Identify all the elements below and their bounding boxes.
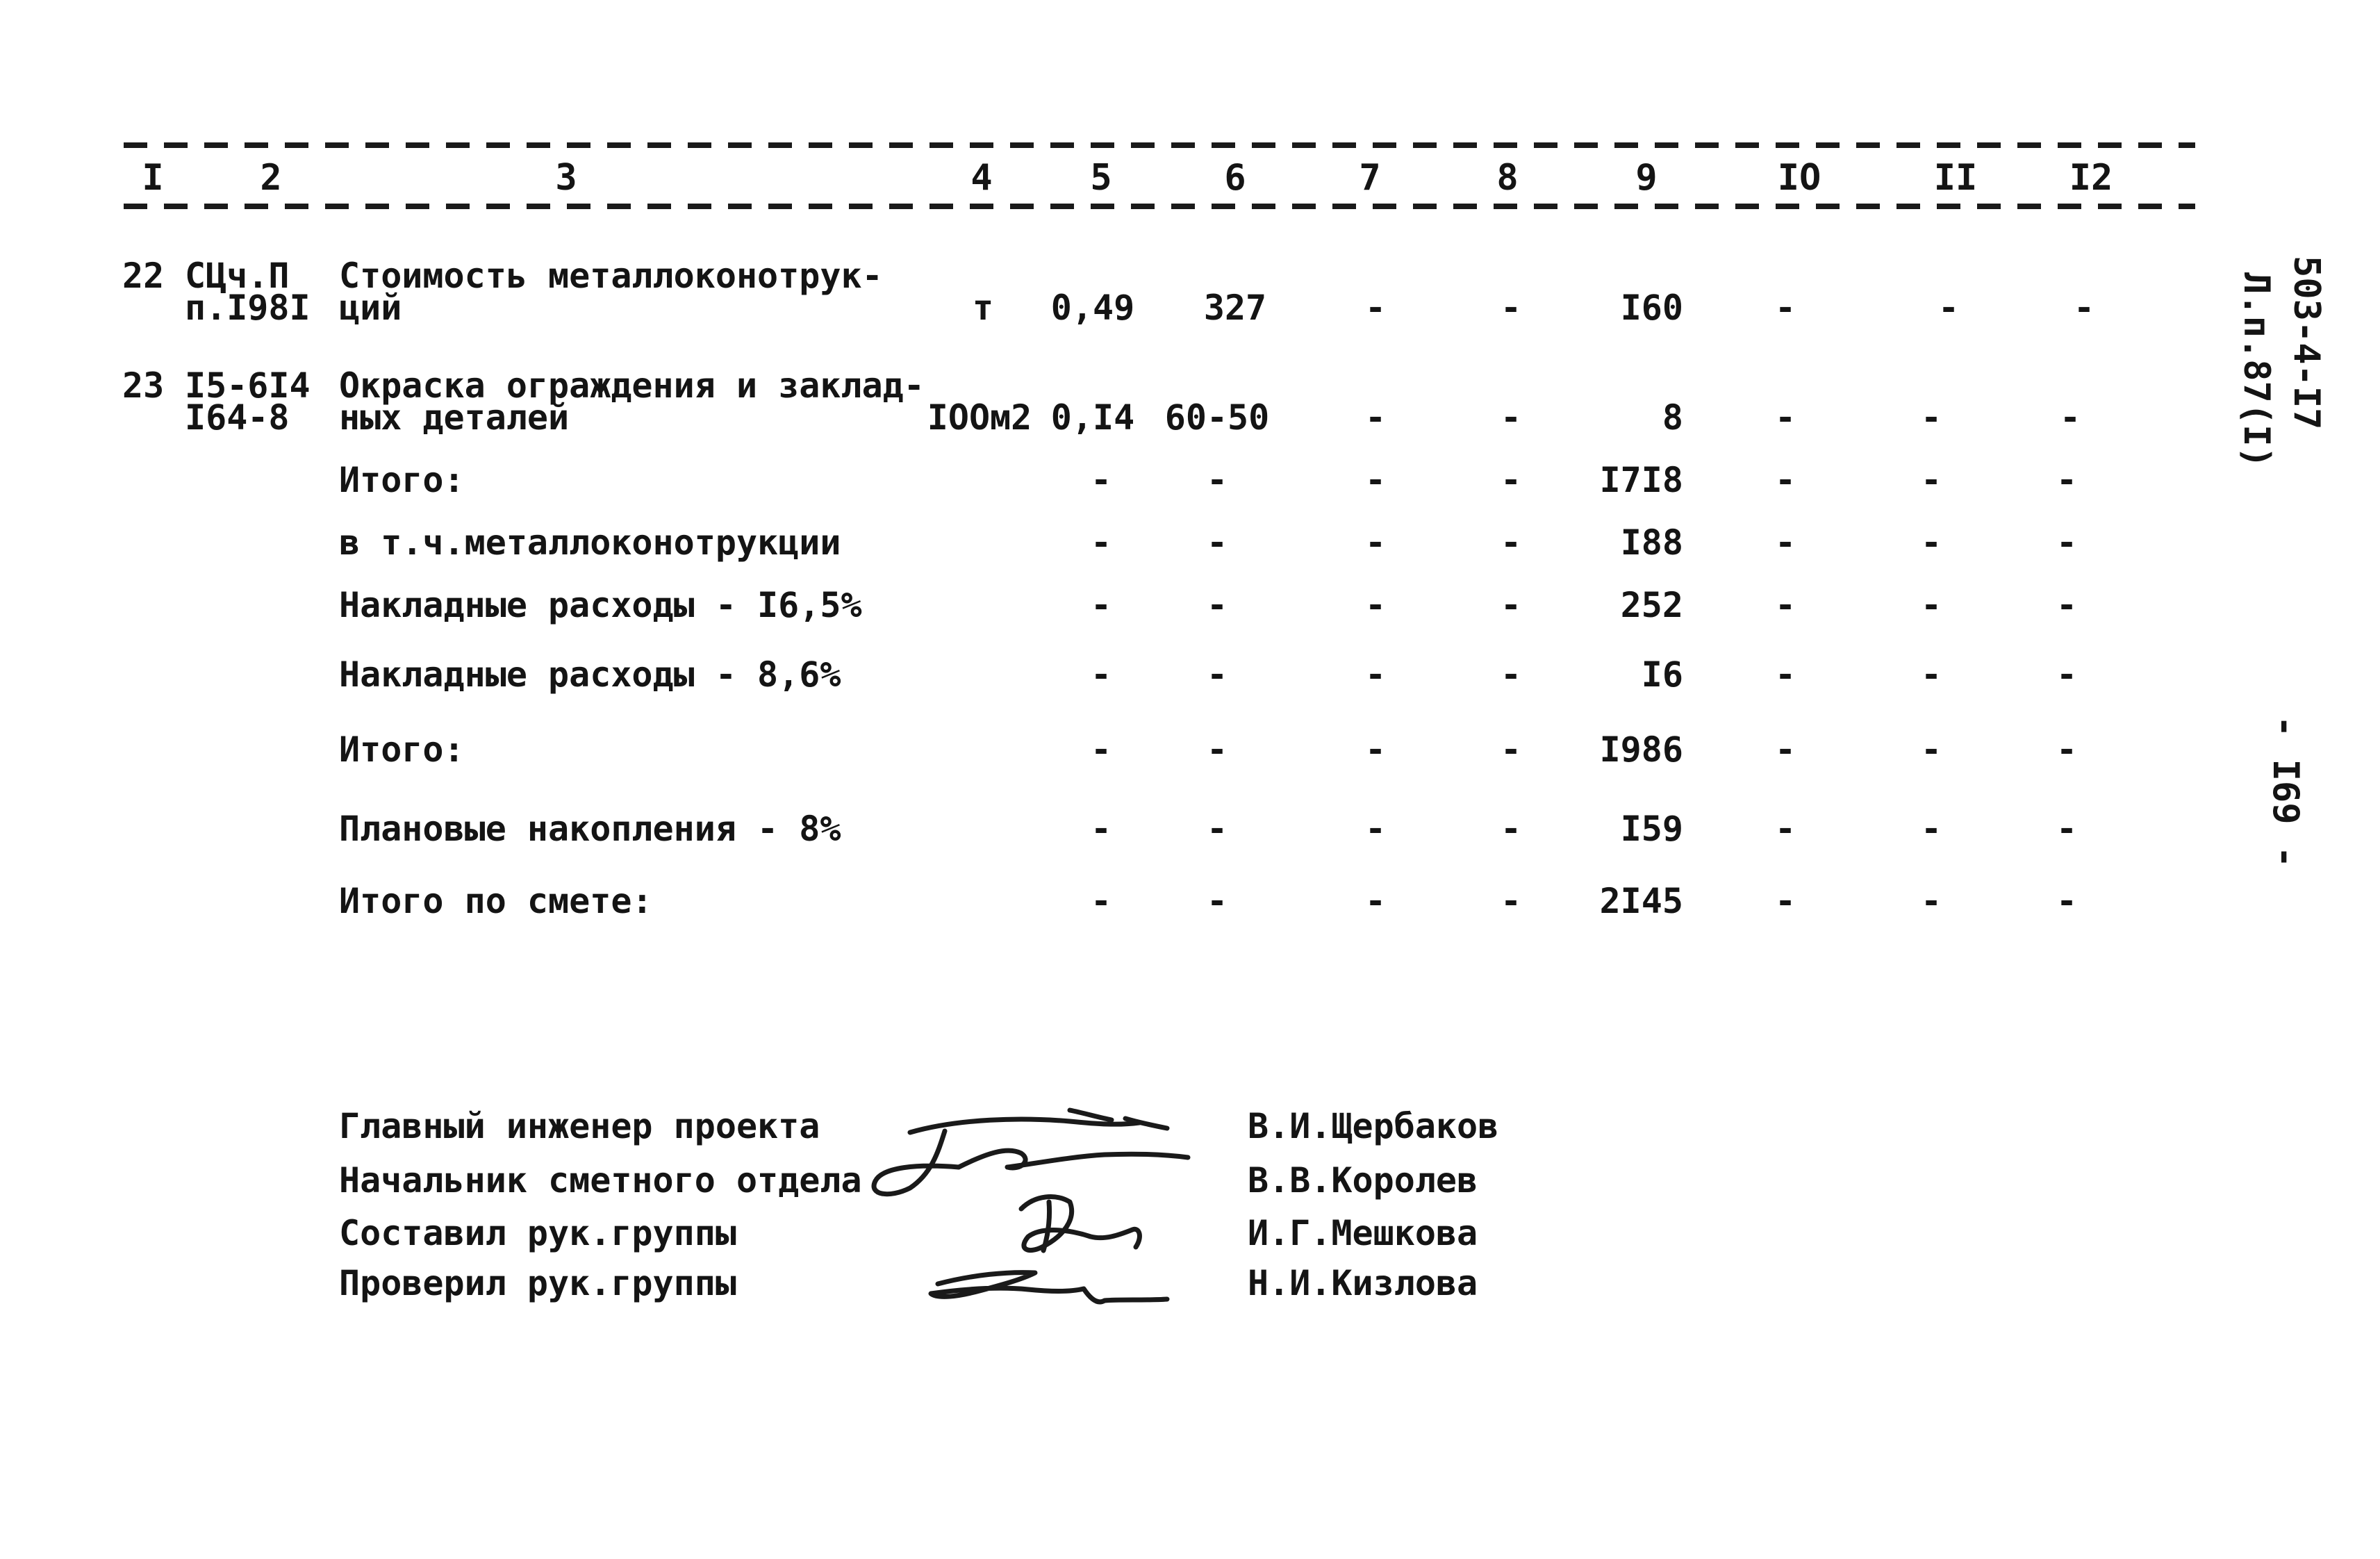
cell-col7: -: [1364, 654, 1387, 695]
col-header-10: IO: [1777, 157, 1821, 199]
cell-col11: -: [1920, 460, 1942, 500]
item-name: Стоимость металлоконотрук-: [339, 256, 883, 296]
cell-col10: -: [1774, 729, 1796, 770]
cell-col12: -: [2073, 288, 2095, 328]
cell-col8: -: [1500, 522, 1522, 563]
cell-col7: -: [1364, 522, 1387, 563]
signature-role: Проверил рук.группы: [339, 1263, 736, 1303]
col-header-1: I: [142, 157, 164, 199]
signature-role: Составил рук.группы: [339, 1213, 736, 1253]
cell-col8: -: [1500, 881, 1522, 921]
unit-price-cell: 60-50: [1164, 397, 1270, 438]
cell-col11: -: [1920, 654, 1942, 695]
quantity-cell: 0,I4: [1050, 397, 1135, 438]
page-number: - I69 -: [2265, 716, 2306, 868]
signatory-name: Н.И.Кизлова: [1248, 1263, 1478, 1303]
total-cell: 2I45: [1599, 881, 1683, 921]
cell-col11: -: [1920, 729, 1942, 770]
col-header-11: II: [1933, 157, 1978, 199]
cell-col12: -: [2059, 397, 2081, 438]
cell-col10: -: [1774, 288, 1796, 328]
cell-col10: -: [1774, 585, 1796, 625]
cell-col7: -: [1364, 729, 1387, 770]
cell-col12: -: [2056, 809, 2078, 849]
cell-col8: -: [1500, 585, 1522, 625]
cell-col11: -: [1920, 809, 1942, 849]
cell-col8: -: [1500, 809, 1522, 849]
cell-col5: -: [1090, 460, 1112, 500]
col-header-2: 2: [260, 157, 282, 199]
header-top-rule: [124, 142, 2195, 148]
item-name: ных деталей: [339, 397, 570, 438]
signature-role: Начальник сметного отдела: [339, 1160, 862, 1201]
col-header-7: 7: [1359, 157, 1381, 199]
summary-label: Плановые накопления - 8%: [339, 809, 841, 849]
cell-col7: -: [1364, 809, 1387, 849]
cell-col5: -: [1090, 585, 1112, 625]
summary-label: в т.ч.металлоконотрукции: [339, 522, 841, 563]
cell-col11: -: [1920, 881, 1942, 921]
cell-col12: -: [2056, 881, 2078, 921]
cell-col8: -: [1500, 288, 1522, 328]
norm-code: СЦч.П: [185, 256, 290, 296]
norm-code: п.I98I: [185, 288, 311, 328]
header-bottom-rule: [124, 204, 2195, 209]
total-cell: I59: [1620, 809, 1683, 849]
summary-label: Итого:: [339, 460, 465, 500]
cell-col10: -: [1774, 522, 1796, 563]
col-header-9: 9: [1635, 157, 1658, 199]
norm-code: I5-6I4: [185, 365, 311, 406]
total-cell: I6: [1641, 654, 1683, 695]
col-header-6: 6: [1224, 157, 1246, 199]
cell-col12: -: [2056, 585, 2078, 625]
cell-col10: -: [1774, 809, 1796, 849]
cell-col6: -: [1206, 585, 1228, 625]
unit-cell: IOOм2: [927, 397, 1032, 438]
summary-label: Итого:: [339, 729, 465, 770]
cell-col5: -: [1090, 729, 1112, 770]
total-cell: I60: [1620, 288, 1683, 328]
unit-cell: т: [972, 288, 994, 328]
cell-col6: -: [1206, 881, 1228, 921]
cell-col6: -: [1206, 522, 1228, 563]
cell-col8: -: [1500, 654, 1522, 695]
signatory-name: В.В.Королев: [1248, 1160, 1478, 1201]
cell-col6: -: [1206, 654, 1228, 695]
sheet-reference: Л.п.87(I): [2236, 272, 2277, 468]
cell-col11: -: [1920, 585, 1942, 625]
col-header-5: 5: [1090, 157, 1112, 199]
total-cell: I7I8: [1599, 460, 1683, 500]
cell-col12: -: [2056, 460, 2078, 500]
cell-col7: -: [1364, 881, 1387, 921]
cell-col10: -: [1774, 397, 1796, 438]
norm-code: I64-8: [185, 397, 290, 438]
cell-col8: -: [1500, 460, 1522, 500]
unit-price-cell: 327: [1203, 288, 1267, 328]
cell-col11: -: [1920, 522, 1942, 563]
cell-col10: -: [1774, 881, 1796, 921]
row-number: 22: [122, 256, 165, 296]
cell-col6: -: [1206, 809, 1228, 849]
total-cell: I986: [1599, 729, 1683, 770]
total-cell: 8: [1662, 397, 1683, 438]
cell-col5: -: [1090, 881, 1112, 921]
col-header-12: I2: [2069, 157, 2113, 199]
cell-col5: -: [1090, 522, 1112, 563]
item-name: ций: [339, 288, 402, 328]
cell-col11: -: [1920, 397, 1942, 438]
col-header-8: 8: [1496, 157, 1519, 199]
cell-col7: -: [1364, 288, 1387, 328]
cell-col10: -: [1774, 460, 1796, 500]
cell-col8: -: [1500, 729, 1522, 770]
cell-col5: -: [1090, 809, 1112, 849]
total-cell: I88: [1620, 522, 1683, 563]
cell-col7: -: [1364, 585, 1387, 625]
col-header-4: 4: [970, 157, 993, 199]
row-number: 23: [122, 365, 165, 406]
handwritten-signature: [861, 1098, 1223, 1334]
summary-label: Накладные расходы - 8,6%: [339, 654, 841, 695]
cell-col11: -: [1937, 288, 1960, 328]
cell-col8: -: [1500, 397, 1522, 438]
cell-col12: -: [2056, 729, 2078, 770]
signatory-name: В.И.Щербаков: [1248, 1106, 1499, 1146]
signatory-name: И.Г.Мешкова: [1248, 1213, 1478, 1253]
cell-col6: -: [1206, 729, 1228, 770]
cell-col10: -: [1774, 654, 1796, 695]
cell-col12: -: [2056, 654, 2078, 695]
col-header-3: 3: [555, 157, 577, 199]
quantity-cell: 0,49: [1050, 288, 1135, 328]
summary-label: Итого по смете:: [339, 881, 653, 921]
document-code: 503-4-I7: [2286, 256, 2327, 430]
cell-col7: -: [1364, 397, 1387, 438]
signature-role: Главный инженер проекта: [339, 1106, 820, 1146]
total-cell: 252: [1620, 585, 1683, 625]
summary-label: Накладные расходы - I6,5%: [339, 585, 862, 625]
cell-col5: -: [1090, 654, 1112, 695]
cell-col6: -: [1206, 460, 1228, 500]
item-name: Окраска ограждения и заклад-: [339, 365, 925, 406]
cell-col12: -: [2056, 522, 2078, 563]
cell-col7: -: [1364, 460, 1387, 500]
